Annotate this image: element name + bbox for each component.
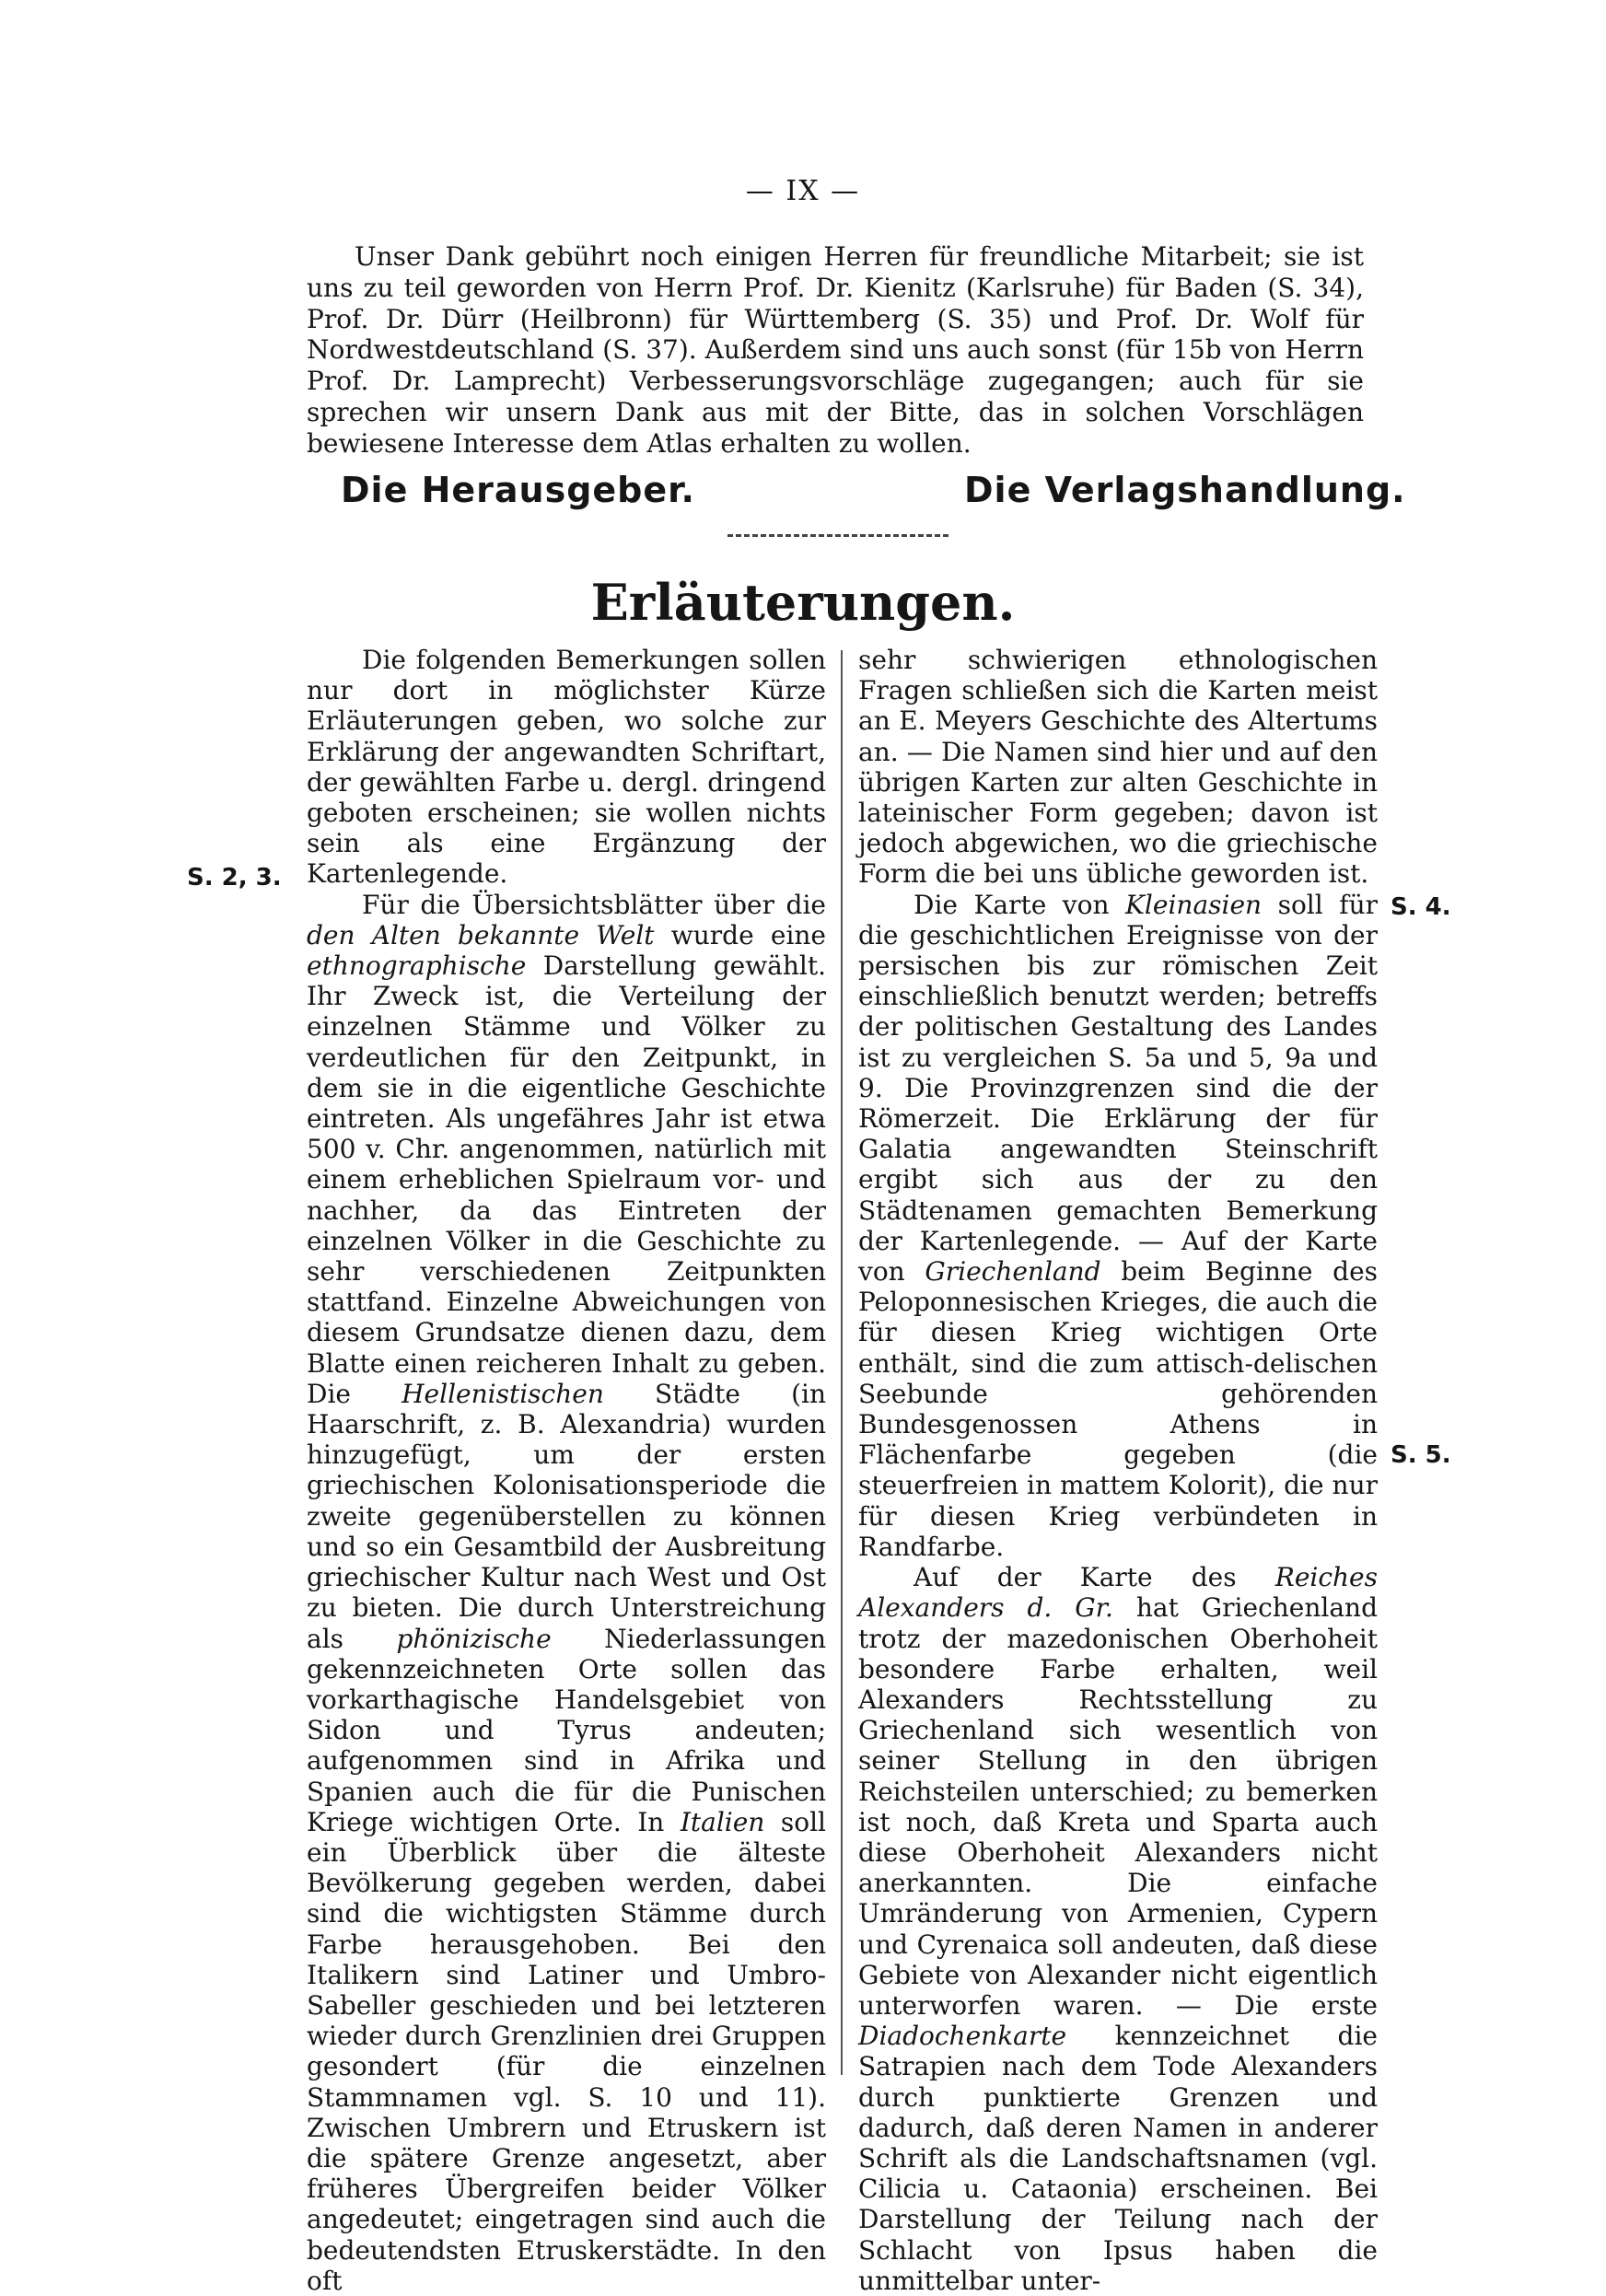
left-paragraph-overview <box>307 890 826 2296</box>
text-run: hat Griechenland trotz der mazedonischen Oberhoheit besondere Farbe erhalten, weil Alexanders Rechtsstellung zu Griechenland sich wesentlich von seiner Stellung in den übrigen Reichsteilen unterschied; zu bemerken ist noch, daß Kreta und Sparta auch diese Oberhoheit Alexanders nicht anerkannten. Die einfache Umränderung von Armenien, Cypern und Cyrenaica soll andeuten, daß diese Gebiete von Alexander nicht eigentlich unterworfen waren. — Die erste <box>858 1592 1379 2021</box>
term-hellenistic: Hellenistischen <box>402 1378 604 1409</box>
column-divider <box>841 650 843 2075</box>
text-run: Die Karte von <box>914 889 1126 920</box>
map-title-alexander-empire: Reiches Alexanders d. Gr. <box>858 1562 1378 1624</box>
map-title-greece: Griechenland <box>925 1256 1101 1288</box>
right-paragraph-continuation: sehr schwierigen ethnologischen Fragen schließen sich die Karten meist an E. Meyers Geschichte des Altertums an. — Die Namen sind hier und auf den übrigen Karten zur alten Geschichte in lateinischer Form gegeben; davon ist jedoch abgewichen, wo die griechische Form die bei uns übliche geworden ist. <box>858 645 1378 890</box>
text-run: wurde eine <box>654 919 826 950</box>
signature-publishers: Die Herausgeber. <box>341 470 695 510</box>
signature-publishing-house: Die Verlagshandlung. <box>964 470 1406 510</box>
text-run: Auf der Karte des <box>914 1562 1275 1593</box>
text-run: Niederlassungen gekennzeichneten Orte sollen das vorkarthagische Handelsgebiet von Sidon und Tyrus andeuten; aufgenommen sind in Afrika und Spanien auch die für die Punischen Kriege wichtigen Orte. In <box>307 1623 826 1837</box>
section-separator <box>727 534 948 537</box>
text-run: Für die Übersichtsblätter über die <box>362 889 826 920</box>
right-paragraph-asia-minor <box>858 890 1378 1562</box>
right-paragraph-alexander <box>858 1562 1378 2296</box>
margin-note-s2-3: S. 2, 3. <box>187 864 282 892</box>
text-run: soll ein Überblick über die älteste Bevölkerung gegeben werden, dabei sind die wichtigsten Stämme durch Farbe herausgehoben. Bei den Italikern sind Latiner und Umbro-Sabeller geschieden und bei letzteren wieder durch Grenzlinien drei Gruppen gesondert (für die einzelnen Stammnamen vgl. S. 10 und 11). Zwischen Umbrern und Etruskern ist die spätere Grenze angesetzt, aber früheres Übergreifen beider Völker angedeutet; eingetragen sind auch die bedeutendsten Etruskerstädte. In den oft <box>307 1806 826 2296</box>
map-title-italy: Italien <box>680 1806 765 1837</box>
page-number: — IX — <box>745 175 861 207</box>
right-column <box>858 645 1378 2296</box>
preface-block <box>307 241 1364 460</box>
left-paragraph-intro: Die folgenden Bemerkungen sollen nur dort in möglichster Kürze Erläuterungen geben, wo solche zur Erklärung der angewandten Schriftart, der gewählten Farbe u. dergl. dringend geboten erscheinen; sie wollen nichts sein als eine Ergänzung der Kartenlegende. <box>307 645 826 890</box>
map-title-diadochi: Diadochenkarte <box>858 2021 1067 2052</box>
margin-note-s4: S. 4. <box>1391 893 1451 921</box>
text-run: Städte (in Haarschrift, z. B. Alexandria) wurden hinzugefügt, um der ersten griechischen Kolonisationsperiode die zweite gegenüberstellen zu können und so ein Gesamtbild der Ausbreitung griechischer Kultur nach West und Ost zu bieten. Die durch Unterstreichung als <box>307 1378 826 1654</box>
text-run: beim Beginne des Peloponnesischen Krieges, die auch die für diesen Krieg wichtigen Orte enthält, sind die zum attisch-delischen Seebunde gehörenden Bundesgenossen Athens in Flächenfarbe gegeben (die steuerfreien in mattem Kolorit), die nur für diesen Krieg verbündeten in Randfarbe. <box>858 1256 1379 1562</box>
preface-paragraph: Unser Dank gebührt noch einigen Herren für freundliche Mitarbeit; sie ist uns zu teil geworden von Herrn Prof. Dr. Kienitz (Karlsruhe) für Baden (S. 34), Prof. Dr. Dürr (Heilbronn) für Württemberg (S. 35) und Prof. Dr. Wolf für Nordwestdeutschland (S. 37). Außerdem sind uns auch sonst (für 15b von Herrn Prof. Dr. Lamprecht) Verbesserungsvorschläge zugegangen; auch für sie sprechen wir unsern Dank aus mit der Bitte, das in solchen Vorschlägen bewiesene Interesse dem Atlas erhalten zu wollen. <box>307 241 1364 459</box>
text-run: kennzeichnet die Satrapien nach dem Tode Alexanders durch punktierte Grenzen und dadurch, daß deren Namen in anderer Schrift als die Landschaftsnamen (vgl. Cilicia u. Cataonia) erscheinen. Bei Darstellung der Teilung nach der Schlacht von Ipsus haben die unmittelbar unter- <box>858 2021 1378 2296</box>
term-ethnographic: ethnographische <box>307 950 527 982</box>
map-title-known-world: den Alten bekannte Welt <box>307 919 655 950</box>
text-run: soll für die geschichtlichen Ereignisse von der persischen bis zur römischen Zeit einschließlich benutzt werden; betreffs der politischen Gestaltung des Landes ist zu vergleichen S. 5a und 5, 9a und 9. Die Provinzgrenzen sind die der Römerzeit. Die Erklärung der für Galatia angewandten Steinschrift ergibt sich aus der zu den Städtenamen gemachten Bemerkung der Kartenlegende. — Auf der Karte von <box>858 889 1379 1288</box>
margin-note-s5: S. 5. <box>1391 1441 1451 1469</box>
map-title-asia-minor: Kleinasien <box>1125 889 1263 920</box>
section-title: Erläuterungen. <box>590 573 1016 632</box>
term-phoenician: phönizische <box>396 1623 552 1654</box>
left-column <box>307 645 826 2296</box>
text-run: Darstellung gewählt. Ihr Zweck ist, die Verteilung der einzelnen Stämme und Völker zu verdeutlichen für den Zeitpunkt, in dem sie in die eigentliche Geschichte eintreten. Als ungefähres Jahr ist etwa 500 v. Chr. angenommen, natürlich mit einem erheblichen Spielraum vor- und nachher, da das Eintreten der einzelnen Völker in die Geschichte zu sehr verschiedenen Zeitpunkten stattfand. Einzelne Abweichungen von diesem Grundsatze dienen dazu, dem Blatte einen reicheren Inhalt zu geben. Die <box>307 950 826 1409</box>
